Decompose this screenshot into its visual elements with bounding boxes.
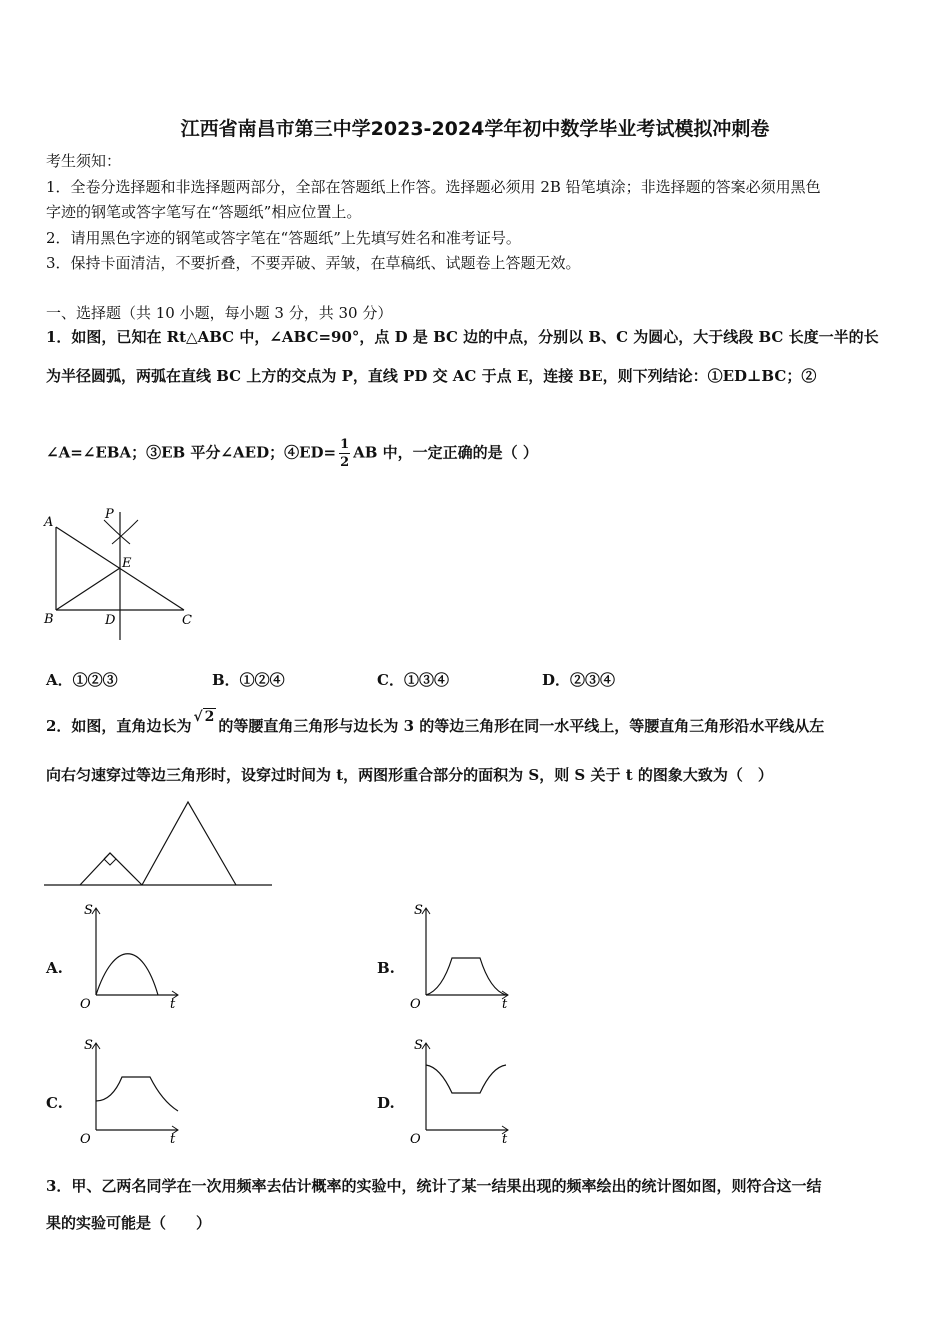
equilateral-triangle [142, 802, 236, 885]
graph-d [404, 1035, 516, 1143]
right-angle-mark [104, 853, 116, 865]
q1-line-3-pre: ∠A=∠EBA；③EB 平分∠AED；④ED= [46, 443, 337, 462]
notice-heading: 考生须知： [46, 152, 122, 170]
segment-be [56, 568, 120, 610]
label-e: E [122, 556, 132, 571]
q1-option-a: A．①②③ [46, 671, 118, 689]
q2-shapes-figure [44, 798, 276, 890]
fraction-numerator: 1 [340, 437, 350, 452]
q1-line-3-post: AB 中，一定正确的是（ ） [353, 443, 538, 462]
notice-line-1b: 字迹的钢笔或答字笔写在“答题纸”相应位置上。 [46, 203, 362, 221]
curve [426, 1065, 506, 1093]
q3-line-1: 3．甲、乙两名同学在一次用频率去估计概率的实验中，统计了某一结果出现的频率绘出的统计图如图，则符合这一结 [46, 1177, 822, 1195]
notice-line-3: 3．保持卡面清洁，不要折叠，不要弄破、弄皱，在草稿纸、试题卷上答题无效。 [46, 254, 581, 272]
label-d: D [105, 613, 116, 628]
sqrt-expression: √ 2 [193, 709, 215, 725]
curve [96, 954, 158, 995]
q2-line-1 [46, 709, 825, 737]
q2-line-1-post: 的等腰直角三角形与边长为 3 的等边三角形在同一水平线上，等腰直角三角形沿水平线从左 [218, 717, 825, 735]
axis-label-t: t [170, 1132, 176, 1143]
isosceles-right-triangle [80, 853, 142, 885]
q3-line-2: 果的实验可能是（ ） [46, 1214, 212, 1232]
q1-option-d: D．②③④ [542, 671, 616, 689]
q2-option-c-label: C. [46, 1094, 63, 1112]
label-p: P [105, 507, 114, 522]
axis-label-s: S [414, 1038, 423, 1053]
fraction-denominator: 2 [340, 455, 350, 470]
origin-label: O [80, 997, 91, 1008]
q2-line-2: 向右匀速穿过等边三角形时，设穿过时间为 t，两图形重合部分的面积为 S，则 S 关于 t 的图象大致为（ ） [46, 766, 773, 784]
q2-line-1-pre: 2．如图，直角边长为 [46, 717, 192, 735]
origin-label: O [410, 1132, 421, 1143]
label-b: B [44, 612, 54, 627]
curve [426, 958, 506, 995]
page-title: 江西省南昌市第三中学2023-2024学年初中数学毕业考试模拟冲刺卷 [180, 118, 770, 140]
origin-label: O [410, 997, 421, 1008]
curve [96, 1077, 178, 1111]
origin-label: O [80, 1132, 91, 1143]
q2-option-d-label: D. [377, 1094, 395, 1112]
sqrt-radicand: 2 [204, 709, 215, 725]
graph-a [74, 900, 186, 1008]
section-heading: 一、选择题（共 10 小题，每小题 3 分，共 30 分） [46, 304, 393, 322]
axis-label-s: S [84, 1038, 93, 1053]
q1-line-1: 1．如图，已知在 Rt△ABC 中，∠ABC=90°，点 D 是 BC 边的中点，分别以 B、C 为圆心，大于线段 BC 长度一半的长 [46, 328, 879, 346]
q2-option-b-label: B. [377, 959, 395, 977]
axis-label-t: t [502, 1132, 508, 1143]
graph-c [74, 1035, 186, 1143]
label-a: A [44, 515, 54, 530]
q2-option-a-label: A. [46, 959, 63, 977]
notice-line-1a: 1．全卷分选择题和非选择题两部分，全部在答题纸上作答。选择题必须用 2B 铅笔填涂；非选择题的答案必须用黑色 [46, 178, 821, 196]
q1-line-3 [46, 436, 538, 471]
q1-line-2: 为半径圆弧，两弧在直线 BC 上方的交点为 P，直线 PD 交 AC 于点 E，连接 BE，则下列结论：①ED⊥BC；② [46, 367, 817, 385]
q1-triangle-figure [38, 500, 208, 640]
axis-label-t: t [502, 997, 508, 1008]
notice-line-2: 2．请用黑色字迹的钢笔或答字笔在“答题纸”上先填写姓名和准考证号。 [46, 229, 521, 247]
q1-option-b: B．①②④ [212, 671, 285, 689]
axis-label-s: S [414, 903, 423, 918]
fraction [339, 436, 350, 471]
axis-label-s: S [84, 903, 93, 918]
label-c: C [182, 613, 192, 628]
graph-b [404, 900, 516, 1008]
axis-label-t: t [170, 997, 176, 1008]
q1-option-c: C．①③④ [377, 671, 449, 689]
